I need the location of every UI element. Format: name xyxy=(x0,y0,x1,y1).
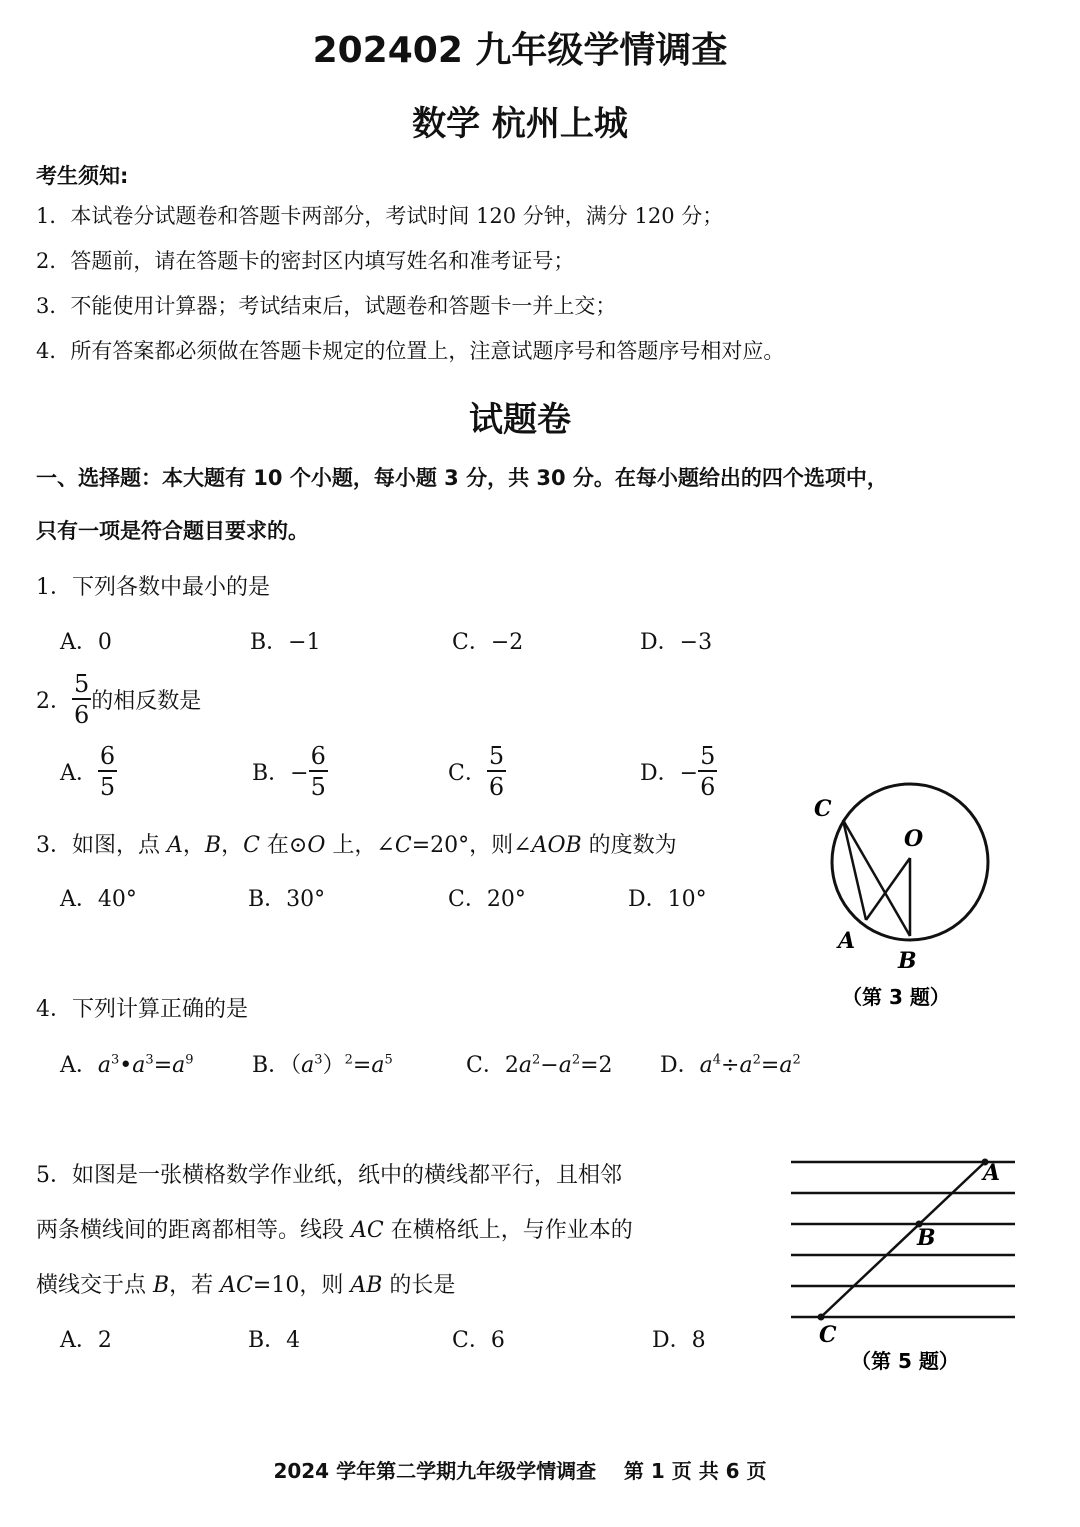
q2-number: 2． xyxy=(36,689,72,714)
numerator: 6 xyxy=(99,742,116,770)
paper-title: 试题卷 xyxy=(469,400,571,440)
q2-option-a xyxy=(60,744,117,799)
q3-center-o: O xyxy=(307,833,326,858)
q1-option-a: A．0 xyxy=(60,630,112,655)
q5-option-b: B．4 xyxy=(248,1328,301,1353)
q5-figure-caption: （第 5 题） xyxy=(851,1349,959,1373)
exponent: 2 xyxy=(752,1052,761,1068)
var-a: a xyxy=(97,1053,112,1078)
q3-sep: ， xyxy=(182,833,205,858)
q2-fraction-numerator: 5 xyxy=(74,670,90,698)
q2-option-b-fraction xyxy=(309,744,328,799)
q4-option-b xyxy=(252,1048,393,1079)
notice-item-3: 3．不能使用计算器；考试结束后，试题卷和答题卡一并上交； xyxy=(36,294,617,318)
q2-option-a-label: A． xyxy=(60,761,98,786)
section1-instruction-line2: 只有一项是符合题目要求的。 xyxy=(36,519,309,543)
var-a: a xyxy=(371,1053,385,1078)
q3-point-c: C xyxy=(243,833,260,858)
q4-option-c-label: C．2 xyxy=(466,1053,519,1078)
q2-option-d-label: D．− xyxy=(640,761,699,786)
q3-option-d: D．10° xyxy=(628,887,707,912)
q3-text: 在⊙ xyxy=(259,833,308,858)
q4-option-c xyxy=(466,1048,613,1079)
numerator: 5 xyxy=(488,742,505,770)
q5-stem-line3 xyxy=(36,1268,455,1299)
exponent: 2 xyxy=(531,1052,541,1068)
q2-fraction-denominator: 6 xyxy=(74,701,90,729)
section1-instruction-line1: 一、选择题：本大题有 10 个小题，每小题 3 分，共 30 分。在每小题给出的四个选项中， xyxy=(36,466,888,490)
q3-option-c: C．20° xyxy=(448,887,526,912)
q3-option-a: A．40° xyxy=(60,887,137,912)
q4-option-d xyxy=(660,1048,801,1079)
q5-lined-paper-figure xyxy=(785,1150,1020,1385)
exponent: 4 xyxy=(712,1052,722,1068)
q3-option-b: B．30° xyxy=(248,887,326,912)
q1-option-d: D．−3 xyxy=(640,630,713,655)
exponent: 5 xyxy=(384,1052,393,1068)
exponent: 9 xyxy=(185,1052,194,1068)
q5-text: 横线交于点 xyxy=(36,1273,153,1298)
denominator: 6 xyxy=(700,773,716,801)
q4-option-a-label: A． xyxy=(60,1053,98,1078)
operator: = xyxy=(153,1053,173,1078)
page-footer: 2024 学年第二学期九年级学情调查 第 1 页 共 6 页 xyxy=(273,1459,767,1483)
q5-option-c: C．6 xyxy=(452,1328,505,1353)
q3-text: 3．如图，点 xyxy=(36,833,167,858)
exponent: 2 xyxy=(792,1052,801,1068)
q5-segment-ab: AB xyxy=(350,1273,383,1298)
q3-text: =20°，则∠ xyxy=(411,833,532,858)
q2-option-c-label: C． xyxy=(448,761,487,786)
q5-segment-ac: AC xyxy=(220,1273,253,1298)
numerator: 6 xyxy=(310,742,326,770)
segment-ac xyxy=(821,1162,985,1317)
operator: • xyxy=(119,1053,133,1078)
operator: ÷ xyxy=(721,1053,740,1078)
q3-angle-c: C xyxy=(394,833,412,858)
q1-option-c: C．−2 xyxy=(452,630,524,655)
q5-text: 的长是 xyxy=(382,1273,456,1298)
exponent: 2 xyxy=(344,1052,353,1068)
notice-item-2: 2．答题前，请在答题卡的密封区内填写姓名和准考证号； xyxy=(36,249,575,273)
var-a: a xyxy=(739,1053,753,1078)
q4-option-d-label: D． xyxy=(660,1053,700,1078)
q1-stem: 1．下列各数中最小的是 xyxy=(36,575,270,600)
q2-option-a-fraction xyxy=(98,744,117,799)
q5-option-d: D．8 xyxy=(652,1328,706,1353)
label-o: O xyxy=(904,826,924,852)
q2-option-d xyxy=(640,744,717,799)
exponent: 2 xyxy=(571,1052,581,1068)
numerator: 5 xyxy=(700,742,716,770)
label-b: B xyxy=(917,1225,936,1251)
point-c-dot xyxy=(818,1314,825,1321)
operator: = xyxy=(352,1053,372,1078)
segment-cb xyxy=(843,820,910,936)
q4-option-b-label: B．（ xyxy=(252,1053,302,1078)
var-a: a xyxy=(558,1053,572,1078)
q3-figure-caption: （第 3 题） xyxy=(842,985,950,1009)
q5-point-b: B xyxy=(153,1273,170,1298)
q3-stem xyxy=(36,828,677,859)
var-a: a xyxy=(699,1053,713,1078)
q2-fraction xyxy=(72,672,91,727)
q3-point-a: A xyxy=(167,833,183,858)
q2-option-b xyxy=(252,744,328,799)
operator: = xyxy=(760,1053,780,1078)
segment-ao xyxy=(866,858,910,920)
q5-segment-ac: AC xyxy=(351,1218,384,1243)
notice-item-1: 1．本试卷分试题卷和答题卡两部分，考试时间 120 分钟，满分 120 分； xyxy=(36,204,724,228)
q5-option-a: A．2 xyxy=(60,1328,112,1353)
q2-stem xyxy=(36,672,201,727)
label-b: B xyxy=(898,948,917,974)
paren: ） xyxy=(322,1053,345,1078)
q1-option-b: B．−1 xyxy=(250,630,321,655)
q5-text: ，若 xyxy=(169,1273,221,1298)
label-a: A xyxy=(983,1160,1001,1186)
q3-sep: ， xyxy=(221,833,244,858)
notice-heading: 考生须知: xyxy=(36,164,129,188)
q5-stem-line2 xyxy=(36,1213,633,1244)
label-a: A xyxy=(838,928,856,954)
q4-option-a xyxy=(60,1048,194,1079)
q2-stem-tail: 的相反数是 xyxy=(91,689,202,714)
var-a: a xyxy=(172,1053,186,1078)
q3-text: 的度数为 xyxy=(581,833,677,858)
denominator: 6 xyxy=(488,773,505,801)
var-a: a xyxy=(518,1053,532,1078)
var-a: a xyxy=(779,1053,793,1078)
operator: =2 xyxy=(580,1053,613,1078)
q5-text: 两条横线间的距离都相等。线段 xyxy=(36,1218,351,1243)
q3-circle-figure xyxy=(800,780,1010,1020)
exponent: 3 xyxy=(111,1052,120,1068)
label-c: C xyxy=(819,1322,837,1348)
var-a: a xyxy=(301,1053,315,1078)
denominator: 5 xyxy=(310,773,326,801)
q4-stem: 4．下列计算正确的是 xyxy=(36,997,248,1022)
q2-option-d-fraction xyxy=(698,744,717,799)
q2-option-b-label: B．− xyxy=(252,761,309,786)
notice-item-4: 4．所有答案都必须做在答题卡规定的位置上，注意试题序号和答题序号相对应。 xyxy=(36,339,785,363)
var-a: a xyxy=(132,1053,146,1078)
q3-angle-aob: AOB xyxy=(531,833,582,858)
q2-option-c-fraction xyxy=(487,744,506,799)
q3-text: 上，∠ xyxy=(325,833,395,858)
q2-option-c xyxy=(448,744,506,799)
q5-text: 在横格纸上，与作业本的 xyxy=(383,1218,633,1243)
q5-text: =10，则 xyxy=(252,1273,351,1298)
operator: − xyxy=(540,1053,559,1078)
exponent: 3 xyxy=(314,1052,323,1068)
exponent: 3 xyxy=(145,1052,154,1068)
page-title: 202402 九年级学情调查 xyxy=(312,30,728,71)
denominator: 5 xyxy=(99,773,116,801)
q5-stem-line1: 5．如图是一张横格数学作业纸，纸中的横线都平行，且相邻 xyxy=(36,1163,622,1188)
page-subtitle: 数学 杭州上城 xyxy=(412,104,628,144)
label-c: C xyxy=(814,796,832,822)
q3-point-b: B xyxy=(204,833,222,858)
